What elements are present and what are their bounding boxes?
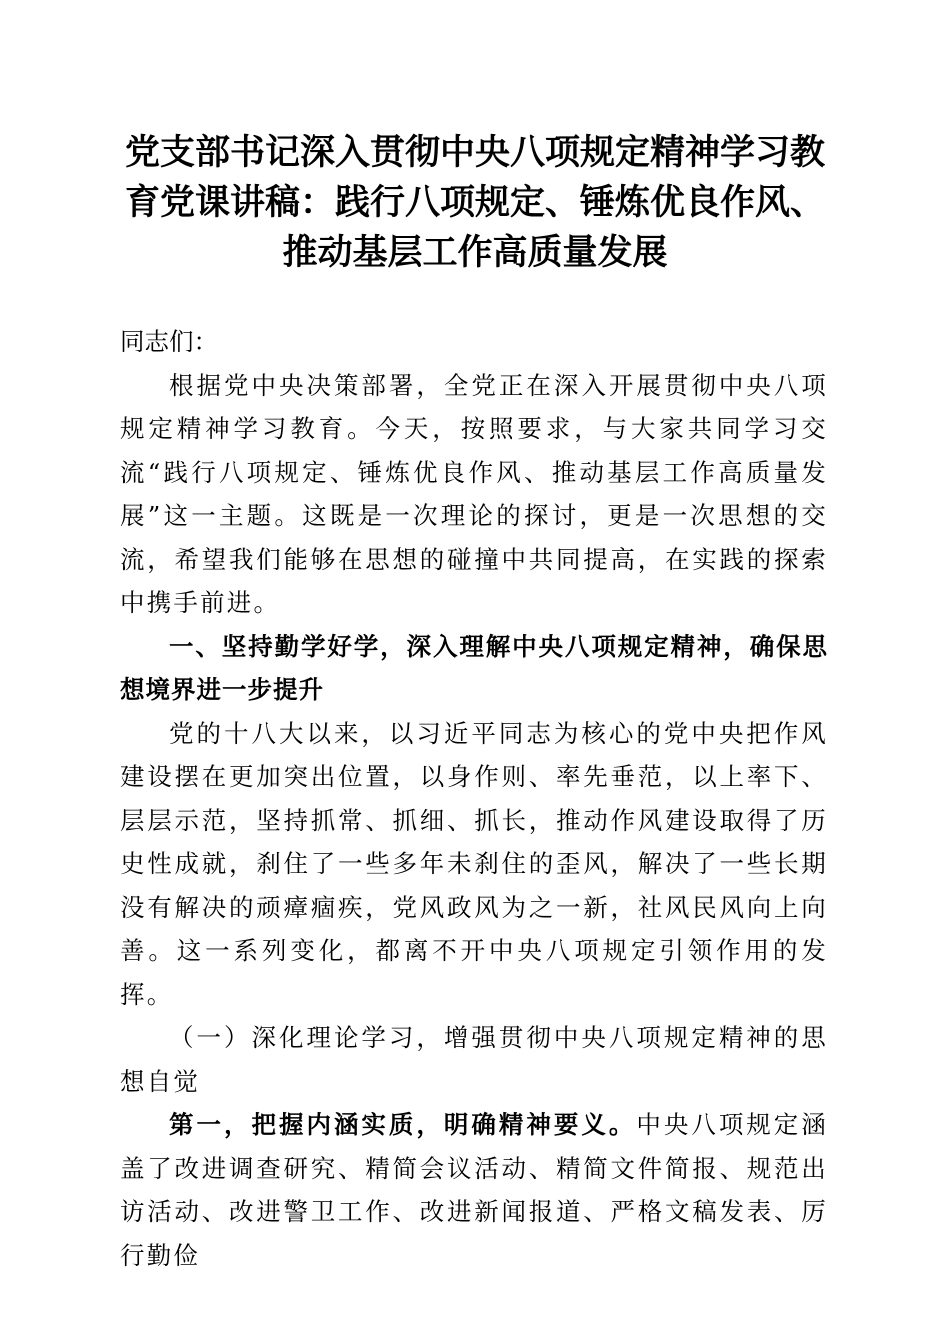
- title-line: 党支部书记深入贯彻中央八项规定精神学习教: [124, 132, 825, 173]
- section-heading: 一、坚持勤学好学，深入理解中央八项规定精神，确保思想境界进一步提升: [120, 631, 828, 704]
- greeting: 同志们：: [120, 327, 218, 356]
- document-title: [112, 128, 838, 278]
- intro-paragraph: 根据党中央决策部署，全党正在深入开展贯彻中央八项规定精神学习教育。今天，按照要求，与大家共同学习交流“践行八项规定、锤炼优良作风、推动基层工作高质量发展”这一主题。这既是一次理论的探讨，更是一次思想的交流，希望我们能够在思想的碰撞中共同提高，在实践的探索中携手前进。: [120, 370, 828, 617]
- document-body: [120, 320, 828, 1277]
- section-paragraph: 党的十八大以来，以习近平同志为核心的党中央把作风建设摆在更加突出位置，以身作则、率先垂范，以上率下、层层示范，坚持抓常、抓细、抓长，推动作风建设取得了历史性成就，刹住了一些多年未刹住的歪风，解决了一些长期没有解决的顽瘴痼疾，党风政风为之一新，社风民风向上向善。这一系列变化，都离不开中央八项规定引领作用的发挥。: [120, 718, 828, 1009]
- title-line: 推动基层工作高质量发展: [282, 232, 668, 273]
- point-text: 中央八项规定涵盖了改进调查研究、精简会议活动、精简文件简报、规范出访活动、改进警卫工作、改进新闻报道、严格文稿发表、厉行勤俭: [120, 1110, 828, 1270]
- point-lead: 第一，把握内涵实质，明确精神要义。: [169, 1110, 637, 1139]
- point-paragraph: [120, 1103, 828, 1277]
- title-line: 育党课讲稿：践行八项规定、锤炼优良作风、: [124, 182, 825, 223]
- subsection-heading: （一）深化理论学习，增强贯彻中央八项规定精神的思想自觉: [120, 1023, 828, 1096]
